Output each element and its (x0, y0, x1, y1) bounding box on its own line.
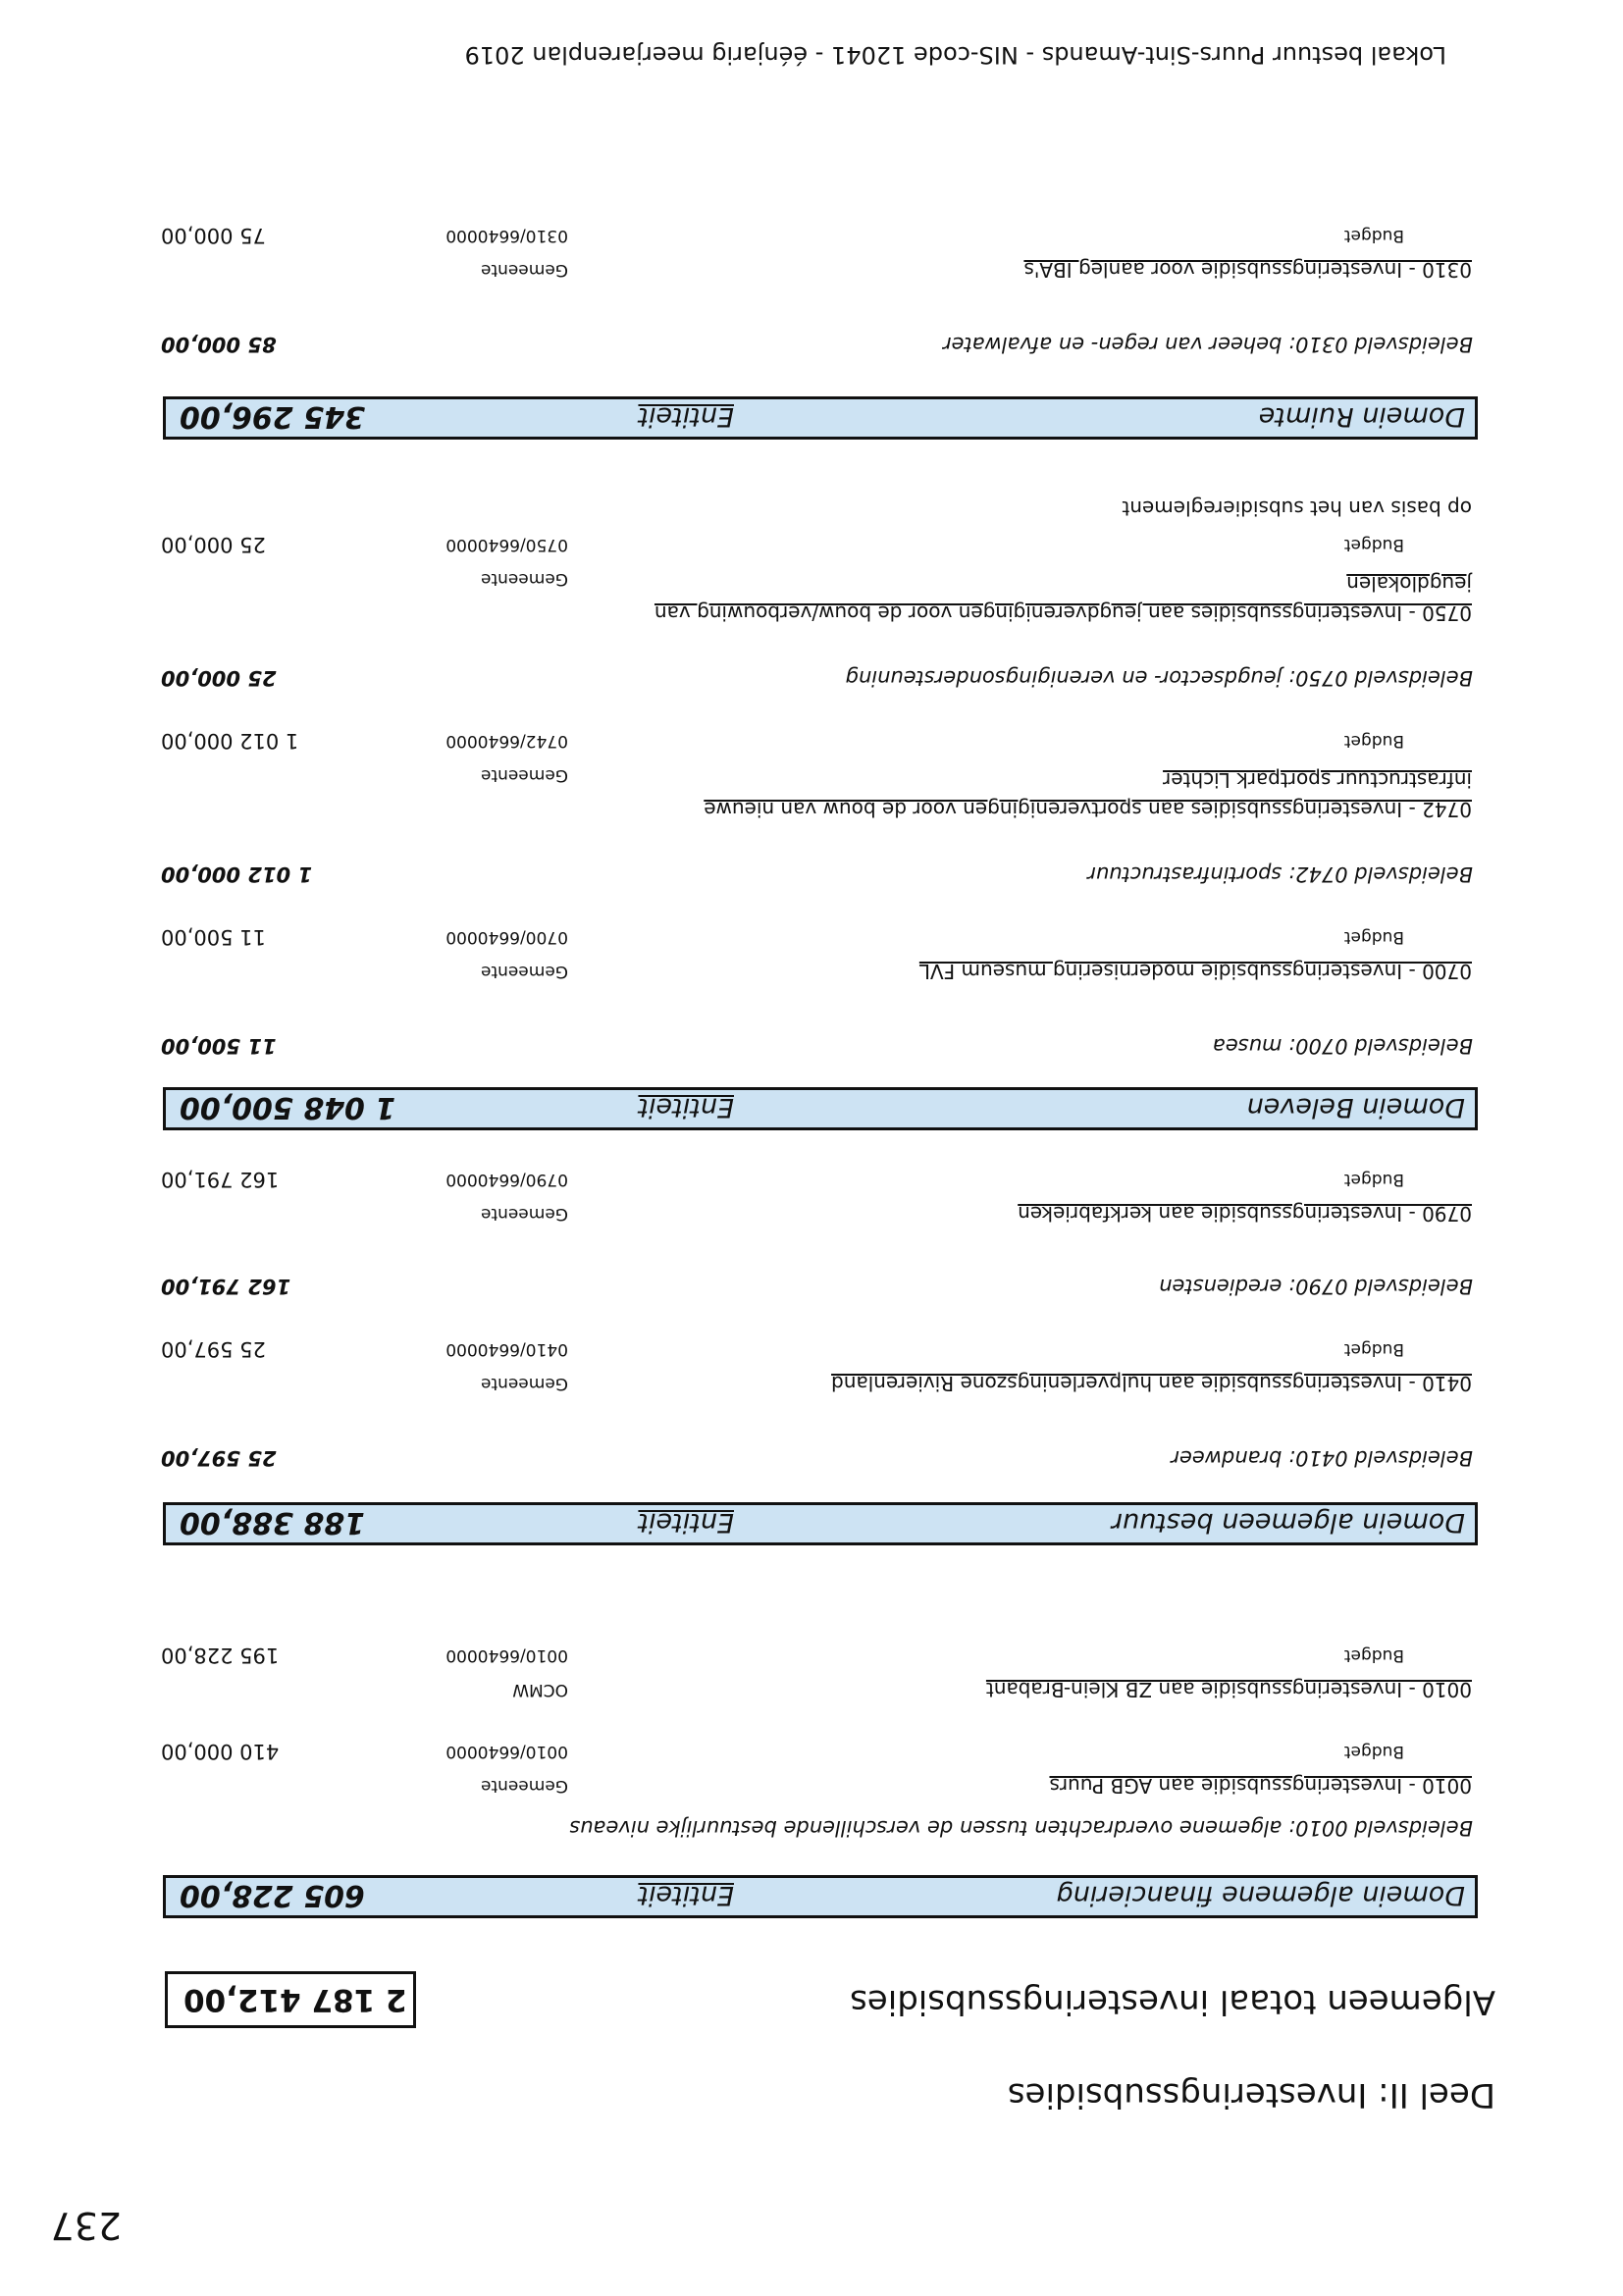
item-title: 0310 - Investeringssubsidie voor aanleg IBA's (1023, 258, 1472, 282)
beleidsveld-amount: 25 597,00 (161, 1446, 277, 1470)
beleidsveld-label: Beleidsveld 0750: jeugdsector- en verenigingsondersteuning (845, 666, 1473, 690)
domain-name: Domein Beleven (1246, 1092, 1465, 1122)
item-amount: 75 000,00 (161, 224, 266, 247)
beleidsveld-amount: 25 000,00 (161, 666, 277, 690)
item-amount: 11 500,00 (161, 925, 266, 949)
grand-total-label: Algemeen totaal investeringssubsidies (850, 1982, 1495, 2021)
domain-amount: 605 228,00 (180, 1878, 365, 1912)
budget-label: Budget (1343, 1742, 1404, 1761)
page-title: Deel II: Investeringssubsidies (1007, 2075, 1495, 2114)
item-code: 0790/6640000 (445, 1170, 568, 1189)
item-amount: 410 000,00 (161, 1740, 280, 1763)
item-note: op basis van het subsidiereglement (1122, 496, 1472, 520)
domain-bar (163, 1087, 1478, 1130)
footer: Lokaal bestuur Puurs-Sint-Amands - NIS-code 12041 - éénjarig meerjarenplan 2019 (464, 41, 1446, 69)
item-entity: Gemeente (480, 765, 568, 785)
item-title: 0742 - Investeringssubsidies aan sportverenigingen voor de bouw van nieuwe infrastructuur sportpark Lichter (704, 768, 1472, 821)
item-title: 0010 - Investeringssubsidie aan ZB Klein-Brabant (985, 1678, 1472, 1701)
grand-total-amount: 2 187 412,00 (165, 1971, 416, 2028)
entiteit-label: Entiteit (638, 1092, 734, 1122)
item-entity: Gemeente (480, 1776, 568, 1796)
item-amount: 25 597,00 (161, 1337, 266, 1361)
budget-label: Budget (1343, 1170, 1404, 1189)
beleidsveld-amount: 11 500,00 (161, 1034, 277, 1058)
budget-label: Budget (1343, 1645, 1404, 1665)
item-code: 0700/6640000 (445, 927, 568, 947)
beleidsveld-label: Beleidsveld 0790: erediensten (1159, 1275, 1473, 1298)
budget-label: Budget (1343, 535, 1404, 554)
item-code: 0410/6640000 (445, 1339, 568, 1359)
item-amount: 1 012 000,00 (161, 729, 299, 753)
item-entity: Gemeente (480, 260, 568, 280)
beleidsveld-label: Beleidsveld 0310: beheer van regen- en afvalwater (942, 333, 1473, 356)
domain-name: Domein algemeen bestuur (1111, 1507, 1465, 1538)
item-title: 0410 - Investeringssubsidie aan hulpverleningszone Rivierenland (831, 1372, 1472, 1395)
item-amount: 195 228,00 (161, 1644, 280, 1667)
entiteit-label: Entiteit (638, 1880, 734, 1910)
item-code: 0750/6640000 (445, 535, 568, 554)
item-title: 0790 - Investeringssubsidie aan kerkfabrieken (1018, 1202, 1472, 1226)
item-title: 0750 - Investeringssubsidies aan jeugdverenigingen voor de bouw/verbouwing van jeugdlokalen (654, 572, 1472, 625)
domain-bar (163, 1502, 1478, 1545)
item-code: 0310/6640000 (445, 226, 568, 245)
domain-amount: 1 048 500,00 (180, 1090, 396, 1124)
budget-label: Budget (1343, 226, 1404, 245)
item-entity: Gemeente (480, 1374, 568, 1393)
beleidsveld-amount: 162 791,00 (161, 1275, 291, 1298)
item-title: 0010 - Investeringssubsidie aan AGB Puurs (1049, 1774, 1472, 1798)
domain-amount: 345 296,00 (180, 399, 365, 434)
domain-bar (163, 1875, 1478, 1918)
entiteit-label: Entiteit (638, 1507, 734, 1538)
entiteit-label: Entiteit (638, 401, 734, 432)
page-number: 237 (50, 2204, 122, 2247)
beleidsveld-amount: 85 000,00 (161, 333, 277, 356)
item-entity: Gemeente (480, 962, 568, 981)
item-amount: 162 791,00 (161, 1168, 280, 1191)
item-amount: 25 000,00 (161, 533, 266, 556)
budget-label: Budget (1343, 1339, 1404, 1359)
item-title: 0700 - Investeringssubsidie modernisering museum FVL (918, 960, 1472, 983)
beleidsveld-label: Beleidsveld 0700: musea (1212, 1034, 1473, 1058)
item-code: 0010/6640000 (445, 1645, 568, 1665)
beleidsveld-label: Beleidsveld 0742: sportinfrastructuur (1087, 862, 1473, 886)
domain-bar (163, 396, 1478, 440)
item-entity: Gemeente (480, 1204, 568, 1224)
item-entity: Gemeente (480, 569, 568, 589)
beleidsveld-label: Beleidsveld 0410: brandweer (1171, 1446, 1473, 1470)
item-code: 0742/6640000 (445, 731, 568, 751)
item-entity: OCMW (512, 1680, 568, 1699)
domain-name: Domein algemene financiering (1056, 1880, 1465, 1910)
budget-label: Budget (1343, 927, 1404, 947)
item-code: 0010/6640000 (445, 1742, 568, 1761)
beleidsveld-amount: 1 012 000,00 (161, 862, 313, 886)
domain-name: Domein Ruimte (1258, 401, 1465, 432)
domain-amount: 188 388,00 (180, 1505, 365, 1539)
beleidsveld-label: Beleidsveld 0010: algemene overdrachten tussen de verschillende bestuurlijke niveaus (569, 1816, 1473, 1840)
budget-label: Budget (1343, 731, 1404, 751)
